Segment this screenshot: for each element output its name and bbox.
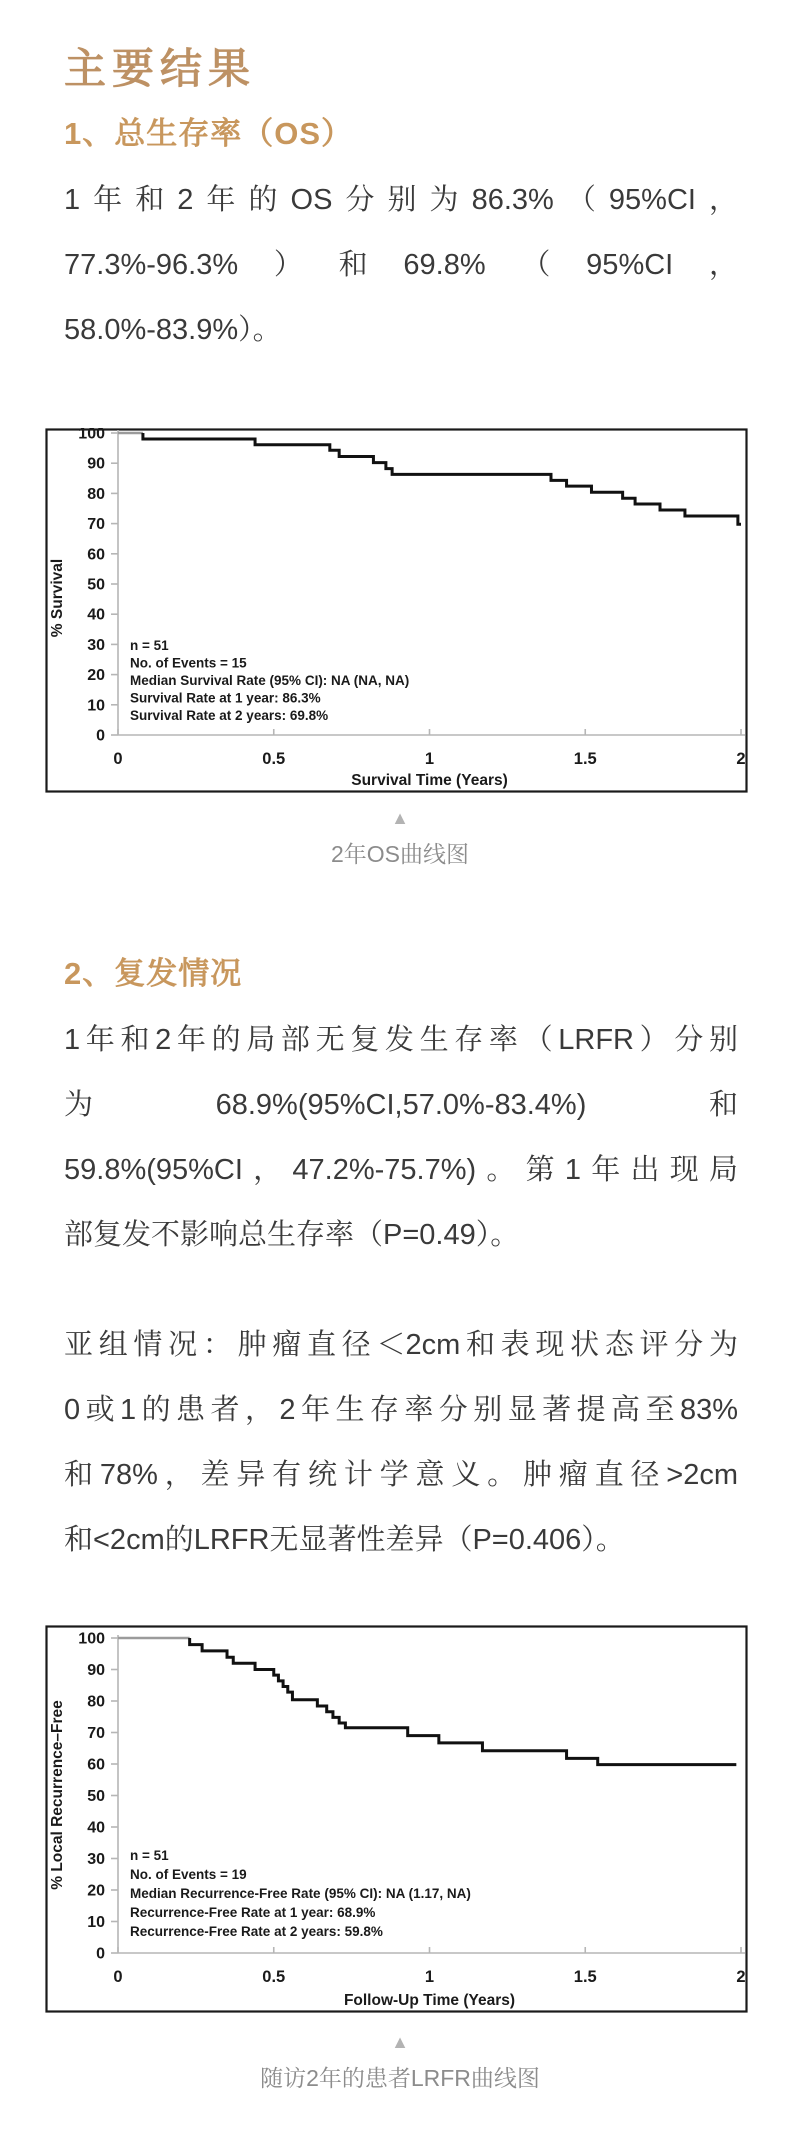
y-tick-label: 0: [96, 727, 105, 745]
legend-line: Survival Rate at 2 years: 69.8%: [130, 708, 329, 723]
y-tick-label: 60: [87, 546, 105, 564]
y-tick-label: 90: [87, 1662, 105, 1679]
paragraph-line: 部复发不影响总生存率（P=0.49）。: [64, 1219, 520, 1251]
paragraph-line: 77.3%-96.3%）和69.8%（95%CI，: [64, 249, 738, 281]
y-tick-label: 90: [87, 455, 105, 473]
legend-line: Median Survival Rate (95% CI): NA (NA, NA): [130, 673, 410, 688]
y-tick-label: 40: [87, 606, 105, 624]
y-tick-label: 20: [87, 667, 105, 685]
y-tick-label: 10: [87, 697, 105, 715]
paragraph-line: 和<2cm的LRFR无显著性差异（P=0.406）。: [64, 1524, 625, 1556]
lrfr-chart-svg: [45, 1625, 748, 2013]
x-tick-label: 1.5: [573, 750, 597, 768]
os-survival-chart-svg: [45, 428, 748, 793]
os-survival-chart: [45, 428, 748, 798]
y-tick-label: 40: [87, 1819, 105, 1837]
triangle-up-icon: ▲: [391, 2032, 409, 2052]
y-tick-label: 100: [78, 1630, 105, 1648]
legend-line: Recurrence-Free Rate at 2 years: 59.8%: [130, 1924, 383, 1939]
y-tick-label: 80: [87, 1693, 105, 1711]
y-axis-title: % Local Recurrence–Free: [49, 1700, 66, 1890]
paragraph-line: 1年和2年的局部无复发生存率（LRFR）分别: [64, 1024, 738, 1056]
x-tick-label: 0.5: [262, 1968, 286, 1986]
survival-step-curve: [190, 1638, 737, 1765]
page-title: 主要结果: [64, 47, 257, 93]
x-tick-label: 2: [736, 750, 746, 768]
section-1-heading: 1、总生存率（OS）: [64, 116, 354, 151]
paragraph-line: 和78%，差异有统计学意义。肿瘤直径>2cm: [64, 1459, 738, 1491]
y-tick-label: 50: [87, 576, 105, 594]
paragraph-line: 59.8%(95%CI，47.2%-75.7%)。第1年出现局: [64, 1154, 738, 1186]
y-tick-label: 80: [87, 485, 105, 503]
chart-caption: 2年OS曲线图: [330, 841, 470, 867]
y-tick-label: 100: [78, 428, 105, 443]
y-axis-title: % Survival: [49, 558, 66, 638]
legend-line: No. of Events = 19: [130, 1867, 247, 1882]
chart-caption: 随访2年的患者LRFR曲线图: [260, 2065, 540, 2091]
y-tick-label: 0: [96, 1945, 105, 1963]
lrfr-chart: [45, 1625, 748, 2018]
x-axis-title: Survival Time (Years): [351, 772, 508, 789]
legend-line: n = 51: [130, 638, 169, 653]
survival-step-curve: [143, 433, 741, 524]
legend-line: n = 51: [130, 1848, 169, 1863]
y-tick-label: 50: [87, 1788, 105, 1805]
x-tick-label: 0.5: [262, 750, 286, 768]
chart-frame: [47, 430, 747, 792]
section-2-heading: 2、复发情况: [64, 956, 243, 991]
x-tick-label: 2: [736, 1968, 746, 1986]
legend-line: No. of Events = 15: [130, 655, 247, 671]
paragraph-line: 为68.9%(95%CI,57.0%-83.4%)和: [64, 1089, 738, 1121]
y-tick-label: 60: [87, 1756, 105, 1774]
x-tick-label: 1.5: [573, 1968, 597, 1986]
y-tick-label: 20: [87, 1882, 105, 1900]
subgroup-paragraph: [64, 1313, 738, 1573]
y-tick-label: 10: [87, 1914, 105, 1931]
legend-line: Survival Rate at 1 year: 86.3%: [130, 690, 321, 706]
paragraph-line: 亚组情况：肿瘤直径＜2cm和表现状态评分为: [64, 1329, 738, 1361]
os-paragraph: [64, 168, 738, 363]
y-tick-label: 30: [87, 636, 105, 654]
paragraph-line: 58.0%-83.9%）。: [64, 314, 282, 346]
legend-line: Median Recurrence-Free Rate (95% CI): NA (1.17, NA): [130, 1886, 471, 1901]
x-axis-title: Follow-Up Time (Years): [343, 1992, 516, 2009]
paragraph-line: 1年和2年的OS分别为86.3%（95%CI，: [64, 184, 738, 216]
triangle-up-icon: ▲: [391, 808, 409, 828]
x-tick-label: 1: [424, 1968, 435, 1986]
legend-line: Recurrence-Free Rate at 1 year: 68.9%: [130, 1905, 376, 1920]
y-tick-label: 30: [87, 1851, 105, 1868]
x-tick-label: 1: [424, 750, 435, 768]
x-tick-label: 0: [113, 750, 123, 768]
y-tick-label: 70: [87, 516, 105, 534]
paragraph-line: 0或1的患者，2年生存率分别显著提高至83%: [64, 1394, 738, 1426]
y-tick-label: 70: [87, 1725, 105, 1742]
lrfr-paragraph: [64, 1008, 738, 1268]
x-tick-label: 0: [113, 1968, 123, 1986]
